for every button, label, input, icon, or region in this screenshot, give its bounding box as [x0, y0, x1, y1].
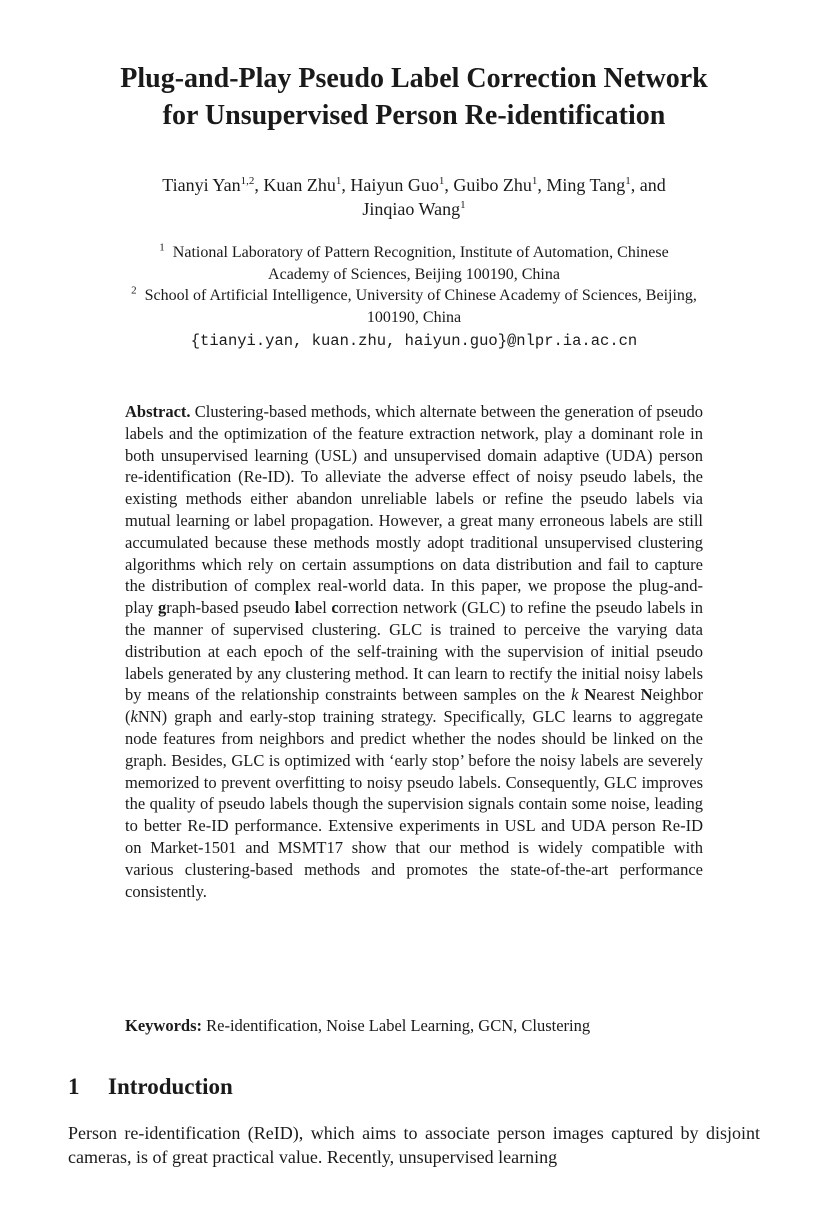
abstract-math: k: [571, 685, 579, 705]
author-name: Haiyun Guo: [350, 175, 439, 195]
affiliation-2-cont: 100190, China: [366, 308, 462, 326]
keywords-label: Keywords:: [125, 1016, 202, 1035]
abstract-label: Abstract.: [125, 402, 191, 421]
affiliation-number: 2: [131, 284, 137, 297]
section-number: 1: [68, 1074, 80, 1099]
author-and: , and: [630, 175, 666, 195]
author-affil-mark: 1,2: [240, 175, 255, 187]
affiliation-text: School of Artificial Intelligence, University of Chinese Academy of Sciences, Beijing,: [144, 287, 697, 304]
author-line-1: [60, 174, 768, 198]
author-affil-mark: 1: [460, 198, 466, 211]
author-name: Ming Tang: [546, 175, 626, 195]
keywords-text: Re-identification, Noise Label Learning, GCN, Clustering: [202, 1016, 591, 1035]
author-list: [60, 174, 768, 221]
affiliation-list: [60, 242, 768, 328]
abstract-text: earest: [596, 685, 641, 705]
author-separator: ,: [444, 175, 454, 195]
keywords: [125, 1015, 703, 1037]
author-affil-mark: 1: [438, 175, 445, 187]
abstract-text: NN) graph and early-stop training strategy. Specifically, GLC learns to aggregate node features from neighbors and predict whether the nodes should be linked on the graph. Besides, GLC is optimized with ‘early stop’ before the noisy labels are severely memorized to prevent overfitting to noisy pseudo labels. Consequently, GLC improves the quality of pseudo labels though the supervision signals contain some noise, leading to better Re-ID performance. Extensive experiments in USL and UDA person Re-ID on Market-1501 and MSMT17 show that our method is widely compatible with various clustering-based methods and promotes the state-of-the-art performance consistently.: [125, 707, 703, 901]
title-line-1: Plug-and-Play Pseudo Label Correction Network: [120, 63, 708, 94]
title-line-2: for Unsupervised Person Re-identification: [162, 100, 666, 131]
paper-title: [40, 60, 788, 134]
author-emails: {tianyi.yan, kuan.zhu, haiyun.guo}@nlpr.ia.ac.cn: [190, 332, 638, 350]
affiliation-1-cont: Academy of Sciences, Beijing 100190, China: [268, 265, 560, 283]
affiliation-number: 1: [159, 241, 165, 254]
abstract-text: Clustering-based methods, which alternate between the generation of pseudo labels and the optimization of the feature extraction network, play a dominant role in both unsupervised learning (USL) and unsupervised domain adaptive (UDA) person re-identification (Re-ID). To alleviate the adverse effect of noisy pseudo labels, the existing methods either abandon unreliable labels or refine the pseudo labels via mutual learning or label propagation. However, a great many erroneous labels are still accumulated because these methods mostly adopt traditional unsupervised clustering algorithms which rely on certain assumptions on data distribution and fail to capture the distribution of complex real-world data. In this paper, we propose the plug-and-play: [125, 402, 703, 618]
abstract-math: k: [130, 707, 138, 727]
affiliation-1: [60, 242, 768, 264]
author-line-2: [60, 198, 768, 222]
author-name: Tianyi Yan: [162, 175, 241, 195]
author-separator: ,: [537, 175, 547, 195]
author-separator: ,: [254, 175, 264, 195]
author-affil-mark: 1: [625, 175, 631, 187]
abstract-emph: l: [294, 598, 300, 618]
author-name: Guibo Zhu: [453, 175, 532, 195]
author-separator: ,: [341, 175, 351, 195]
abstract-text: orrection network (GLC) to refine the pseudo labels in the manner of supervised clustering. GLC is trained to perceive the varying data distribution at each epoch of the self-training with the supervision of initial pseudo labels generated by any clustering method. It can learn to rectify the initial noisy labels by means of the relationship constraints between samples on the: [125, 598, 703, 705]
section-title: Introduction: [108, 1074, 233, 1099]
abstract-text: eighbor (: [125, 685, 703, 727]
abstract-emph: c: [331, 598, 339, 618]
abstract-emph: N: [640, 685, 653, 705]
section-heading: [68, 1072, 760, 1102]
intro-paragraph: Person re-identification (ReID), which aims to associate person images captured by disjoint cameras, is of great practical value. Recently, unsupervised learning: [68, 1123, 760, 1167]
author-affil-mark: 1: [531, 175, 538, 187]
abstract-text: raph-based pseudo: [166, 598, 295, 618]
author-name: Kuan Zhu: [263, 175, 336, 195]
author-name: Jinqiao Wang: [362, 198, 461, 219]
abstract-text: abel: [299, 598, 332, 618]
affiliation-2: [60, 285, 768, 307]
author-affil-mark: 1: [335, 175, 342, 187]
abstract-emph: N: [584, 685, 597, 705]
abstract: [125, 401, 703, 902]
abstract-emph: g: [158, 598, 167, 618]
affiliation-text: National Laboratory of Pattern Recognition, Institute of Automation, Chinese: [172, 244, 669, 261]
